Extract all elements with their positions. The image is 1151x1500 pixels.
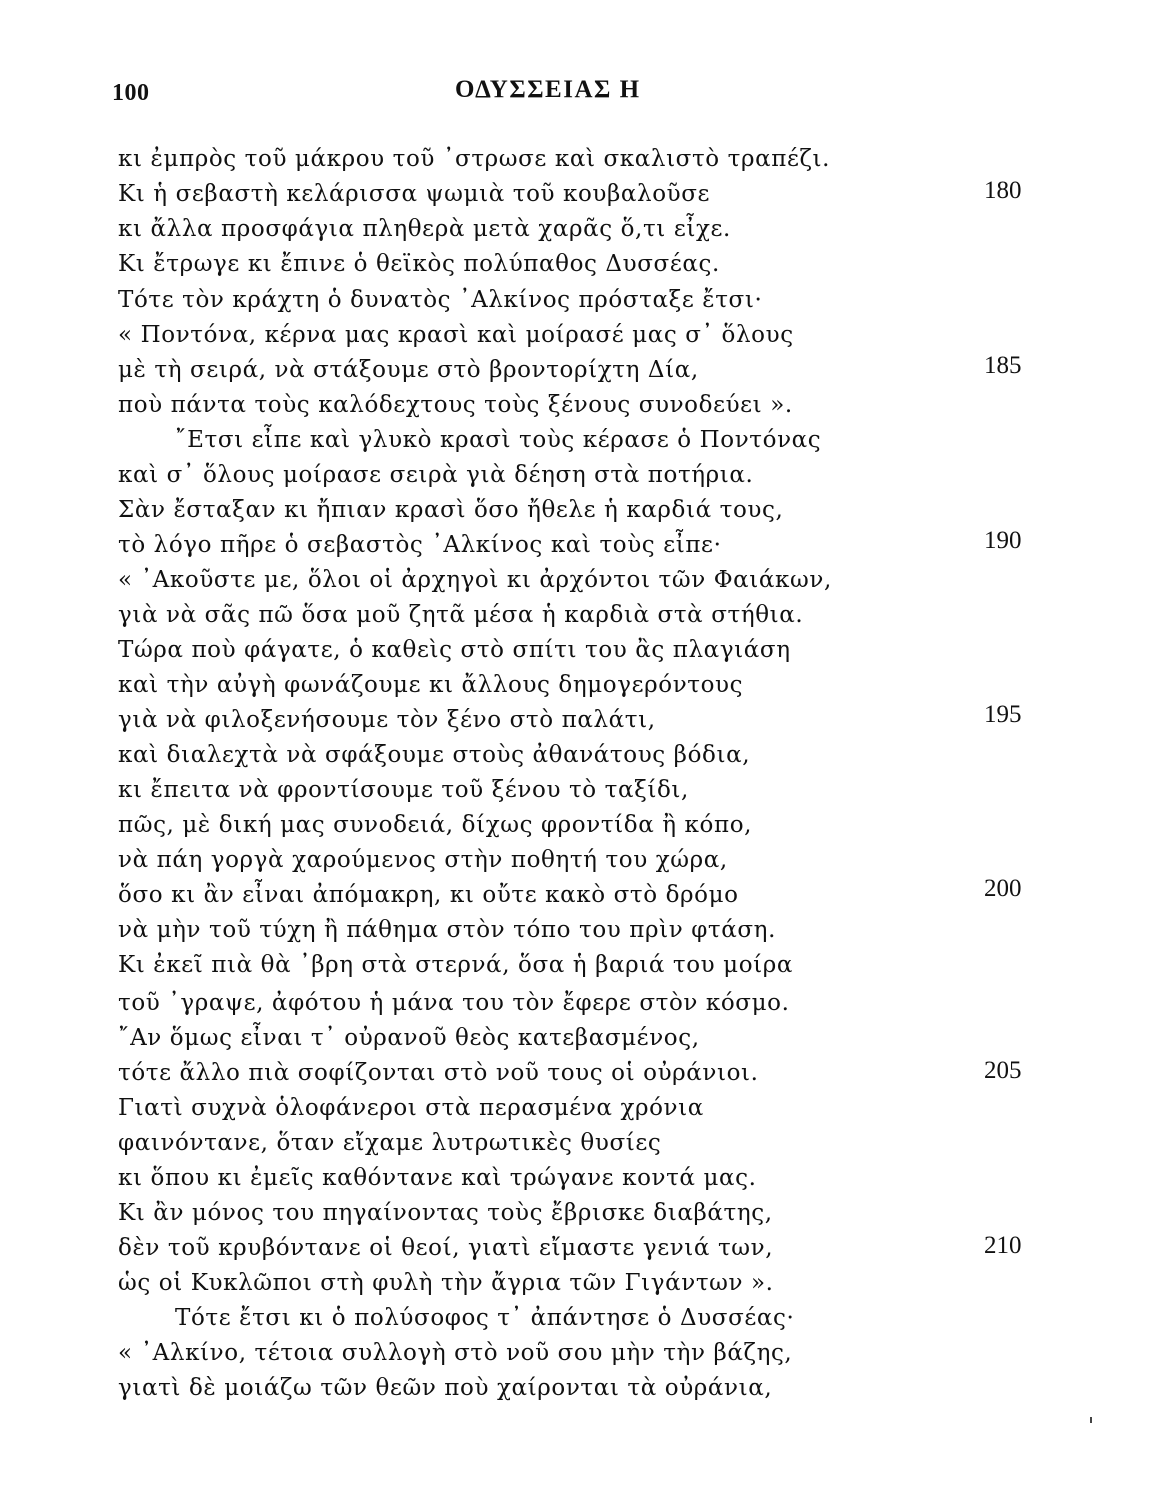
verse-line: φαινόντανε, ὅταν εἴχαμε λυτρωτικὲς θυσίες: [118, 1130, 662, 1156]
verse-line: τοῦ ᾿γραψε, ἀφότου ἡ μάνα του τὸν ἔφερε στὸν κόσμο.: [118, 990, 790, 1016]
verse-line: « ᾿Ακοῦστε με, ὅλοι οἱ ἀρχηγοὶ κι ἀρχόντοι τῶν Φαιάκων,: [118, 567, 832, 593]
verse-line: ῎Ετσι εἶπε καὶ γλυκὸ κρασὶ τοὺς κέρασε ὁ Ποντόνας: [175, 427, 822, 453]
page-number: 100: [112, 80, 150, 106]
verse-line: Σὰν ἔσταξαν κι ἤπιαν κρασὶ ὅσο ἤθελε ἡ καρδιά τους,: [118, 497, 784, 523]
line-number: 195: [984, 701, 1022, 728]
verse-line: τότε ἄλλο πιὰ σοφίζονται στὸ νοῦ τους οἱ οὐράνιοι.: [118, 1060, 759, 1086]
verse-line: ῎Αν ὅμως εἶναι τ᾿ οὐρανοῦ θεὸς κατεβασμένος,: [118, 1025, 700, 1051]
scan-speck: [1090, 1417, 1092, 1423]
verse-line: καὶ τὴν αὐγὴ φωνάζουμε κι ἄλλους δημογερόντους: [118, 672, 744, 698]
verse-line: δὲν τοῦ κρυβόντανε οἱ θεοί, γιατὶ εἴμαστε γενιά των,: [118, 1235, 774, 1261]
verse-line: καὶ διαλεχτὰ νὰ σφάξουμε στοὺς ἀθανάτους βόδια,: [118, 742, 751, 768]
line-number: 205: [984, 1057, 1022, 1084]
line-number: 185: [984, 352, 1022, 379]
verse-line: « ᾿Αλκίνο, τέτοια συλλογὴ στὸ νοῦ σου μὴν τὴν βάζης,: [118, 1340, 793, 1366]
verse-line: πῶς, μὲ δική μας συνοδειά, δίχως φροντίδα ἢ κόπο,: [118, 812, 753, 838]
verse-line: « Ποντόνα, κέρνα μας κρασὶ καὶ μοίρασέ μας σ᾿ ὅλους: [118, 322, 794, 348]
verse-line: Τότε ἔτσι κι ὁ πολύσοφος τ᾿ ἀπάντησε ὁ Δυσσέας·: [175, 1305, 795, 1331]
verse-line: κι ὅπου κι ἐμεῖς καθόντανε καὶ τρώγανε κοντά μας.: [118, 1165, 757, 1191]
verse-line: κι ἐμπρὸς τοῦ μάκρου τοῦ ᾿στρωσε καὶ σκαλιστὸ τραπέζι.: [118, 146, 831, 172]
verse-line: νὰ πάη γοργὰ χαρούμενος στὴν ποθητή του χώρα,: [118, 847, 728, 873]
verse-line: τὸ λόγο πῆρε ὁ σεβαστὸς ᾿Αλκίνος καὶ τοὺς εἶπε·: [118, 532, 722, 558]
verse-line: κι ἄλλα προσφάγια πληθερὰ μετὰ χαρᾶς ὅ,τι εἶχε.: [118, 216, 731, 242]
verse-line: κι ἔπειτα νὰ φροντίσουμε τοῦ ξένου τὸ ταξίδι,: [118, 777, 689, 803]
verse-line: καὶ σ᾿ ὅλους μοίρασε σειρὰ γιὰ δέηση στὰ ποτήρια.: [118, 462, 754, 488]
verse-line: νὰ μὴν τοῦ τύχη ἢ πάθημα στὸν τόπο του πρὶν φτάση.: [118, 917, 776, 943]
verse-line: ποὺ πάντα τοὺς καλόδεχτους τοὺς ξένους συνοδεύει ».: [118, 392, 793, 418]
verse-line: ὡς οἱ Κυκλῶποι στὴ φυλὴ τὴν ἄγρια τῶν Γιγάντων ».: [118, 1270, 774, 1296]
verse-line: μὲ τὴ σειρά, νὰ στάξουμε στὸ βροντορίχτη Δία,: [118, 357, 699, 383]
line-number: 210: [984, 1232, 1022, 1259]
verse-line: Τώρα ποὺ φάγατε, ὁ καθεὶς στὸ σπίτι του ἂς πλαγιάση: [118, 637, 791, 663]
verse-line: Κι ἔτρωγε κι ἔπινε ὁ θεϊκὸς πολύπαθος Δυσσέας.: [118, 251, 720, 277]
line-number: 180: [984, 177, 1022, 204]
verse-line: γιὰ νὰ φιλοξενήσουμε τὸν ξένο στὸ παλάτι,: [118, 707, 656, 733]
running-head: ΟΔΥΣΣΕΙΑΣ Η: [455, 76, 641, 103]
line-number: 200: [984, 875, 1022, 902]
verse-line: γιατὶ δὲ μοιάζω τῶν θεῶν ποὺ χαίρονται τὰ οὐράνια,: [118, 1375, 773, 1401]
verse-line: Γιατὶ συχνὰ ὁλοφάνεροι στὰ περασμένα χρόνια: [118, 1095, 704, 1121]
verse-line: Κι ἡ σεβαστὴ κελάρισσα ψωμιὰ τοῦ κουβαλοῦσε: [118, 181, 711, 207]
verse-line: Κι ἂν μόνος του πηγαίνοντας τοὺς ἔβρισκε διαβάτης,: [118, 1200, 773, 1226]
verse-line: Τότε τὸν κράχτη ὁ δυνατὸς ᾿Αλκίνος πρόσταξε ἔτσι·: [118, 287, 763, 313]
verse-line: Κι ἐκεῖ πιὰ θὰ ᾿βρη στὰ στερνά, ὅσα ἡ βαριά του μοίρα: [118, 952, 794, 978]
line-number: 190: [984, 527, 1022, 554]
verse-line: γιὰ νὰ σᾶς πῶ ὅσα μοῦ ζητᾶ μέσα ἡ καρδιὰ στὰ στήθια.: [118, 602, 804, 628]
verse-line: ὅσο κι ἂν εἶναι ἀπόμακρη, κι οὔτε κακὸ στὸ δρόμο: [118, 882, 739, 908]
